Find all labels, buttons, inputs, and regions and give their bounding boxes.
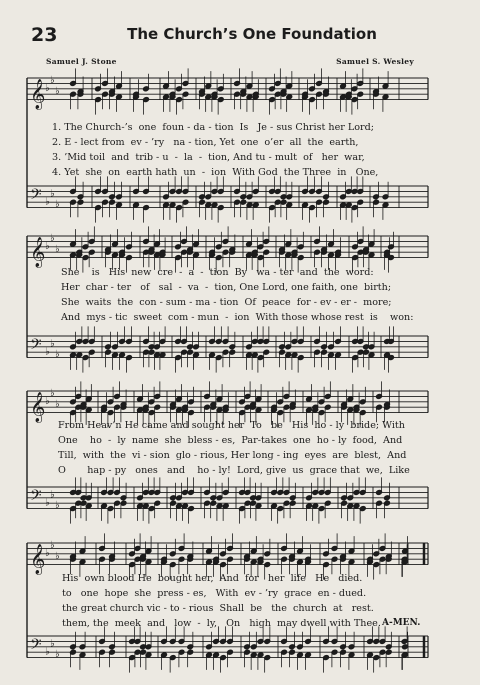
lyric-line: She is His new cre - a - tion By wa - ter and the word: [61, 267, 374, 278]
bass-clef-icon: 𝄢 [30, 636, 42, 658]
flat-icon: ♭ [55, 649, 60, 661]
lyric-line: to one hope she press - es, With ev - ’ry grace en - dued. [62, 588, 367, 599]
lyric-line: 2. E - lect from ev - ’ry na - tion, Yet one o’er all the earth, [52, 137, 359, 148]
flat-icon: ♭ [50, 388, 55, 399]
flat-icon: ♭ [55, 199, 60, 211]
flat-icon: ♭ [55, 243, 60, 255]
treble-clef-icon: 𝄞 [30, 392, 46, 423]
flat-icon: ♭ [45, 241, 50, 253]
hymn-number: 23 [31, 24, 58, 46]
lyric-line: them, the meek and low - ly, On high may dwell with Thee. [62, 618, 381, 629]
treble-clef-icon: 𝄞 [30, 237, 46, 268]
hymn-title: The Church’s One Foundation [127, 25, 377, 43]
lyric-line: From Heav’n He came and sought her To be His ho - ly bride; With [58, 420, 405, 431]
flat-icon: ♭ [45, 196, 50, 208]
amen-label: A-MEN. [382, 618, 421, 628]
lyric-line: Till, with the vi - sion glo - rious, Her long - ing eyes are blest, And [58, 450, 407, 461]
flat-icon: ♭ [45, 346, 50, 358]
flat-icon: ♭ [45, 83, 50, 95]
lyric-line: the great church vic - to - rious Shall be the church at rest. [62, 603, 374, 614]
flat-icon: ♭ [45, 646, 50, 658]
flat-icon: ♭ [50, 489, 55, 501]
flat-icon: ♭ [45, 497, 50, 509]
flat-icon: ♭ [50, 233, 55, 244]
flat-icon: ♭ [55, 500, 60, 512]
lyric-line: 3. ’Mid toil and trib - u - la - tion, And tu - mult of her war, [52, 152, 365, 163]
bass-clef-icon: 𝄢 [30, 186, 42, 208]
lyric-line: 4. Yet she on earth hath un - ion With God the Three in One, [52, 167, 379, 178]
flat-icon: ♭ [45, 396, 50, 408]
lyric-line: His own blood He bought her, And for her life He died. [62, 573, 363, 584]
lyric-line: 1. The Church-’s one foun - da - tion Is Je - sus Christ her Lord; [52, 122, 374, 133]
flat-icon: ♭ [50, 540, 55, 551]
flat-icon: ♭ [55, 550, 60, 562]
author-credit: Samuel J. Stone [46, 57, 117, 66]
flat-icon: ♭ [55, 349, 60, 361]
flat-icon: ♭ [45, 548, 50, 560]
lyric-line: She waits the con - sum - ma - tion Of peace for - ev - er - more; [61, 297, 392, 308]
lyric-line: And mys - tic sweet com - mun - ion With those whose rest is won: [61, 312, 414, 323]
composer-credit: Samuel S. Wesley [336, 57, 414, 66]
lyric-line: Her char - ter of sal - va - tion, One Lord, one faith, one birth; [61, 282, 392, 293]
flat-icon: ♭ [55, 398, 60, 410]
flat-icon: ♭ [50, 188, 55, 200]
treble-clef-icon: 𝄞 [30, 544, 46, 575]
bass-clef-icon: 𝄢 [30, 487, 42, 509]
treble-clef-icon: 𝄞 [30, 79, 46, 110]
lyric-line: One ho - ly name she bless - es, Par-takes one ho - ly food, And [58, 435, 403, 446]
bass-clef-icon: 𝄢 [30, 336, 42, 358]
lyric-line: O hap - py ones and ho - ly! Lord, give us grace that we, Like [58, 465, 410, 476]
flat-icon: ♭ [50, 75, 55, 86]
flat-icon: ♭ [50, 338, 55, 350]
flat-icon: ♭ [50, 638, 55, 650]
flat-icon: ♭ [55, 85, 60, 97]
